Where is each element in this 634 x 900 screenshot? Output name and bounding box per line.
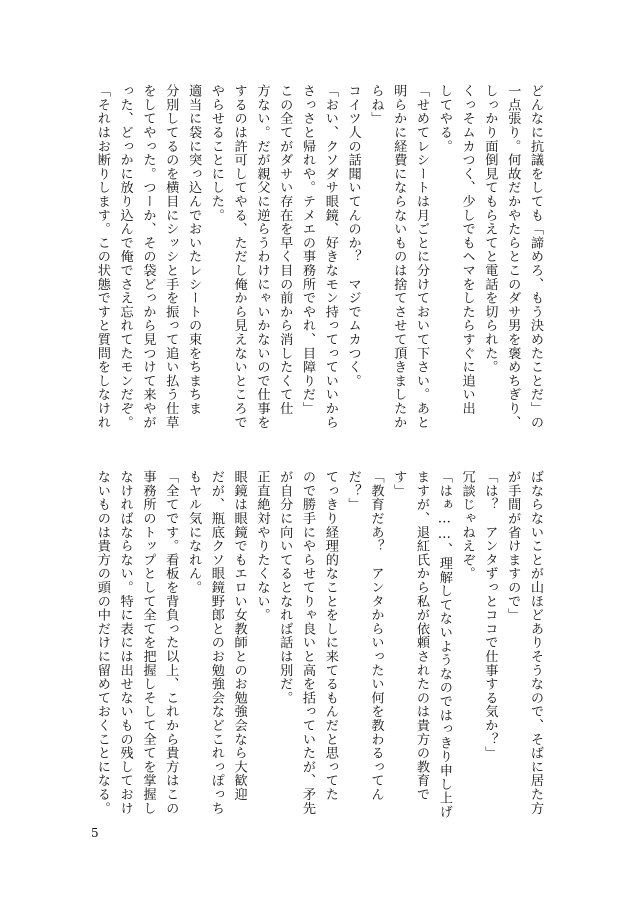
text-block-lower xyxy=(86,470,546,822)
text-line: コイツ人の話聞いてんのか？ マジでムカつく。 xyxy=(345,84,361,388)
text-line: ますが、退紅氏から私が依頼されたのは貴方の教育で xyxy=(414,470,430,802)
text-line: もヤル気になれん。 xyxy=(186,470,202,595)
text-line: 冗談じゃねえぞ。 xyxy=(459,470,475,581)
text-line: 「は？ アンタずっとココで仕事する気か？」 xyxy=(482,470,498,760)
text-line: 眼鏡は眼鏡でもエロい女教師とのお勉強会なら大歓迎 xyxy=(231,470,247,802)
text-line: だ？」 xyxy=(345,470,361,512)
text-line: するのは許可してやる、ただし俺から見えないところで xyxy=(231,84,247,429)
text-line: 「それはお断りします。この状態ですと質問をしなけれ xyxy=(94,84,110,429)
text-line: す」 xyxy=(391,470,407,498)
text-line: が自分に向いてるとなれば話は別だ。 xyxy=(277,470,293,705)
text-line: 適当に袋に突っ込んでおいたレシートの束をちまちま xyxy=(186,84,202,416)
text-line: 「はぁ……、理解してないようなのではっきり申し上げ xyxy=(436,470,452,819)
text-line: くっそムカつく、少しでもヘマをしたらすぐに追い出 xyxy=(459,84,475,416)
text-line: てっきり経理的なことをしに来てるもんだと思ってた xyxy=(322,470,338,802)
text-line: らね」 xyxy=(368,84,384,126)
text-line: 「全てです。看板を背負った以上、これから貴方はこの xyxy=(163,470,179,815)
text-line: った、どっかに放り込んで俺でさえ忘れてたモンだぞ。 xyxy=(117,84,133,429)
text-line: 明らかに経費にならないものは捨てさせて頂きましたか xyxy=(391,84,407,429)
text-line: ので勝手にやらせてりゃ良いと高を括っていたが、矛先 xyxy=(300,470,316,815)
text-line: 方ない。だが親父に逆らうわけにゃいかないので仕事を xyxy=(254,84,270,429)
text-line: どんなに抗議をしても「諦めろ、もう決めたことだ」の xyxy=(528,84,543,429)
text-line: なければならない。特に表には出せないもの残しておけ xyxy=(117,470,133,815)
text-line: やらせることにした。 xyxy=(208,84,224,222)
text-line: 事務所のトップとして全てを把握しそして全てを掌握し xyxy=(140,470,156,815)
text-line: 「教育だあ？ アンタからいったい何を教わるってん xyxy=(368,470,384,802)
text-line: ないものは貴方の頭の中だけに留めておくことになる。 xyxy=(94,470,110,815)
text-line: だが、瓶底クソ眼鏡野郎とのお勉強会などこれっぽっち xyxy=(208,470,224,815)
page-number: 5 xyxy=(91,826,99,840)
text-block-upper xyxy=(86,84,546,444)
text-line: この全てがダサい存在を早く目の前から消したくて仕 xyxy=(277,84,293,416)
text-line: 正直絶対やりたくない。 xyxy=(254,470,270,622)
text-line: 分別してるのを横目にシッシと手を振って追い払う仕草 xyxy=(163,84,179,429)
text-line: さっさと帰れや。テメエの事務所でやれ、目障りだ」 xyxy=(300,84,316,416)
text-line: が手間が省けますので」 xyxy=(505,470,521,622)
text-line: してやる。 xyxy=(436,84,452,153)
text-line: しっかり面倒見てもらえてと電話を切られた。 xyxy=(482,84,498,374)
text-line: 「おい、クソダサ眼鏡、好きなモン持ってっていいから xyxy=(322,84,338,429)
text-line: をしてやった。つーか、その袋どっから見つけて来やが xyxy=(140,84,156,429)
text-line: ばならないことが山ほどありそうなので、そばに居た方 xyxy=(528,470,543,815)
text-line: 「せめてレシートは月ごとに分けておいて下さい。あと xyxy=(414,84,430,429)
text-line: 一点張り。何故だかやたらとこのダサ男を褒めちぎり、 xyxy=(505,84,521,429)
